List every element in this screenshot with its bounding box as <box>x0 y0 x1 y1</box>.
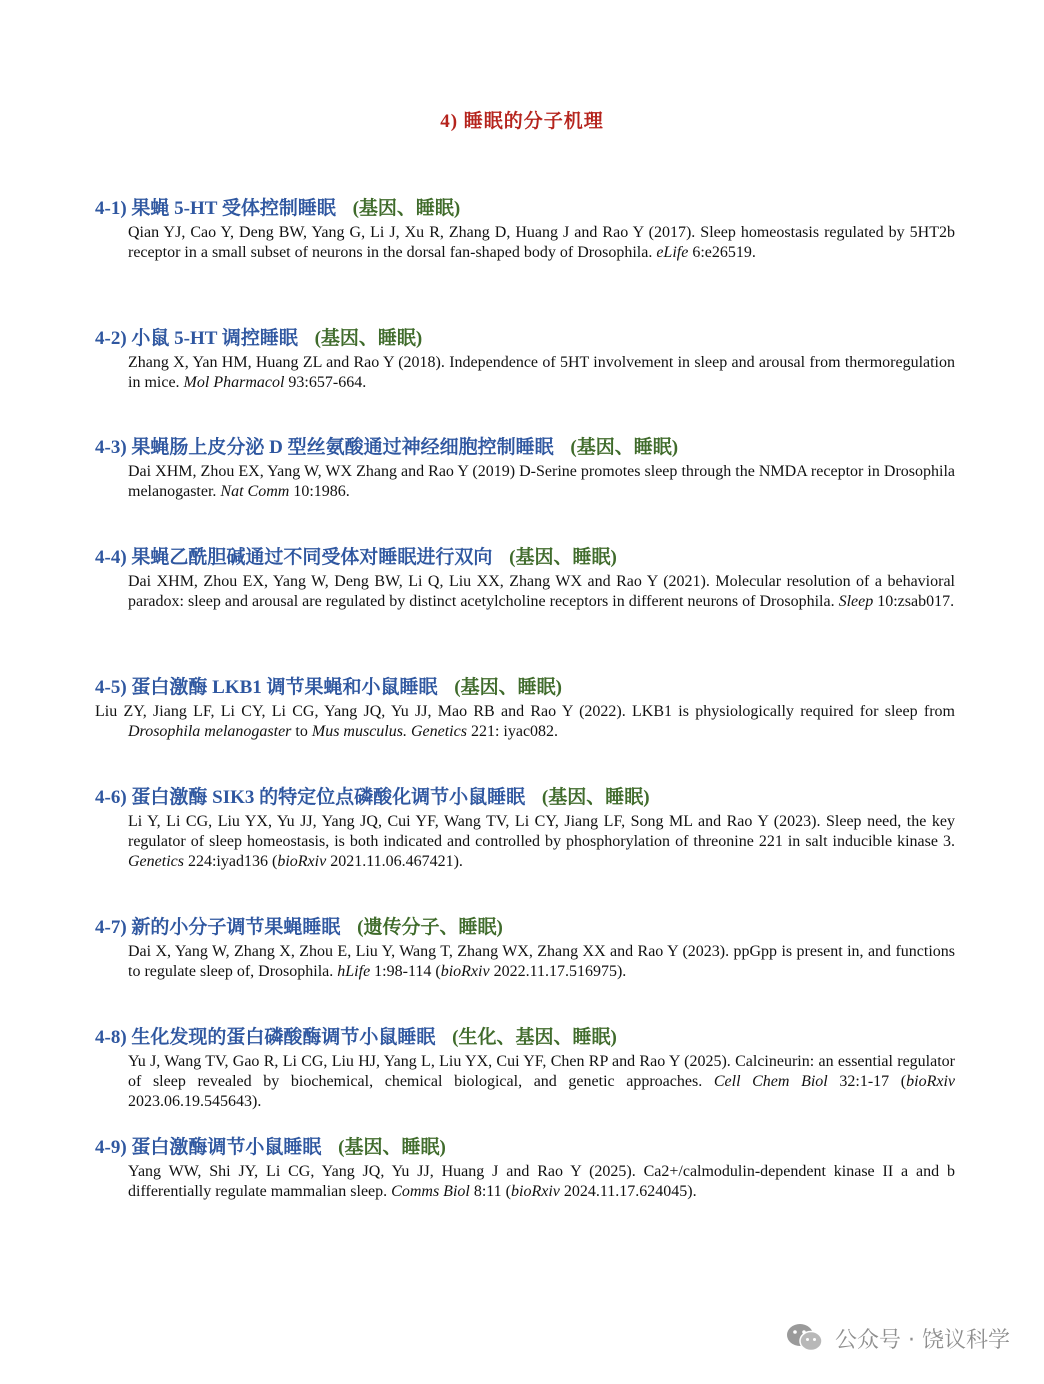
journal-name: Genetics <box>128 853 184 870</box>
entry-title: 小鼠 5-HT 调控睡眠 <box>131 328 298 349</box>
journal-name: Sleep <box>838 593 874 610</box>
entry-tag: (基因、睡眠) <box>509 547 617 568</box>
citation: Li Y, Li CG, Liu YX, Yu JJ, Yang JQ, Cui YF, Wang TV, Li CY, Jiang LF, Song ML and Rao Y (2023). Sleep need, the key regulator of sleep homeostasis, is both indicated and controlled by phosphorylation of threonine 221 in salt inducible kinase 3. Genetics 224:iyad136 (bioRxiv 2021.11.06.467421). <box>128 813 955 870</box>
entry-title: 蛋白激酶 SIK3 的特定位点磷酸化调节小鼠睡眠 <box>131 787 526 808</box>
watermark-text: 公众号 · 饶议科学 <box>835 1327 1010 1353</box>
entry-title: 新的小分子调节果蝇睡眠 <box>131 917 341 938</box>
reference-entry <box>95 786 955 872</box>
journal-name: Mol Pharmacol <box>183 374 285 391</box>
citation: Zhang X, Yan HM, Huang ZL and Rao Y (2018). Independence of 5HT involvement in sleep and arousal from thermoregulation in mice. Mol Pharmacol 93:657-664. <box>128 354 955 391</box>
entry-tag: (基因、睡眠) <box>338 1137 446 1158</box>
preprint-server: bioRxiv <box>906 1073 955 1090</box>
entry-heading <box>95 1026 955 1050</box>
entry-number: 4-5) <box>95 677 127 698</box>
reference-entry <box>95 1136 955 1202</box>
entry-number: 4-8) <box>95 1027 127 1048</box>
citation: Yu J, Wang TV, Gao R, Li CG, Liu HJ, Yang L, Liu YX, Cui YF, Chen RP and Rao Y (2025). Calcineurin: an essential regulator of sleep revealed by biochemical, chemical biological, and genetic approaches. Cell Chem Biol 32:1-17 (bioRxiv 2023.06.19.545643). <box>128 1053 955 1110</box>
entry-tag: (基因、睡眠) <box>541 787 650 808</box>
journal-name: Cell Chem Biol <box>713 1073 828 1090</box>
journal-name: Comms Biol <box>391 1183 470 1200</box>
entry-heading <box>95 786 955 810</box>
entry-tag: (基因、睡眠) <box>314 328 423 349</box>
entry-number: 4-7) <box>95 917 127 938</box>
entry-heading <box>95 1136 955 1160</box>
entry-title: 蛋白激酶 LKB1 调节果蝇和小鼠睡眠 <box>131 677 438 698</box>
reference-entry <box>95 327 955 393</box>
journal-name: Mus musculus. Genetics <box>311 723 467 740</box>
citation: Dai X, Yang W, Zhang X, Zhou E, Liu Y, Wang T, Zhang WX, Zhang XX and Rao Y (2023). ppGpp is present in, and functions to regulate sleep of, Drosophila. hLife 1:98-114 (bioRxiv 2022.11.17.516975). <box>128 943 955 980</box>
citation: Liu ZY, Jiang LF, Li CY, Li CG, Yang JQ, Yu JJ, Mao RB and Rao Y (2022). LKB1 is physiologically required for sleep from Drosophila melanogaster to Mus musculus. Genetics 221: iyac082. <box>95 703 955 740</box>
entry-number: 4-6) <box>95 787 127 808</box>
preprint-server: bioRxiv <box>440 963 490 980</box>
entry-number: 4-9) <box>95 1137 127 1158</box>
entry-title: 生化发现的蛋白磷酸酶调节小鼠睡眠 <box>131 1027 436 1048</box>
entry-number: 4-3) <box>95 437 127 458</box>
preprint-server: bioRxiv <box>277 853 327 870</box>
watermark <box>785 1322 1010 1354</box>
entry-heading <box>95 676 955 700</box>
journal-name: Nat Comm <box>220 483 290 500</box>
entry-heading <box>95 916 955 940</box>
entry-tag: (基因、睡眠) <box>570 437 679 458</box>
wechat-icon <box>785 1322 825 1354</box>
reference-entry <box>95 197 955 263</box>
reference-entry <box>95 916 955 982</box>
entry-title: 蛋白激酶调节小鼠睡眠 <box>131 1137 322 1158</box>
reference-entry <box>95 676 955 742</box>
entry-heading <box>95 327 955 351</box>
entry-title: 果蝇 5-HT 受体控制睡眠 <box>131 198 336 219</box>
citation: Dai XHM, Zhou EX, Yang W, Deng BW, Li Q, Liu XX, Zhang WX and Rao Y (2021). Molecular resolution of a behavioral paradox: sleep and arousal are regulated by distinct acetylcholine receptors in different neurons of Drosophila. Sleep 10:zsab017. <box>128 573 955 610</box>
entry-title: 果蝇乙酰胆碱通过不同受体对睡眠进行双向 <box>131 547 493 568</box>
entry-number: 4-4) <box>95 547 127 568</box>
entry-number: 4-1) <box>95 198 127 219</box>
entry-title: 果蝇肠上皮分泌 D 型丝氨酸通过神经细胞控制睡眠 <box>131 437 554 458</box>
entry-heading <box>95 436 955 460</box>
citation: Dai XHM, Zhou EX, Yang W, WX Zhang and Rao Y (2019) D-Serine promotes sleep through the NMDA receptor in Drosophila melanogaster. Nat Comm 10:1986. <box>128 463 955 500</box>
species-name: Drosophila melanogaster <box>128 723 292 740</box>
journal-name: eLife <box>656 244 689 261</box>
preprint-server: bioRxiv <box>511 1183 560 1200</box>
entry-heading <box>95 546 955 570</box>
entry-tag: (基因、睡眠) <box>454 677 562 698</box>
entry-heading <box>95 197 955 221</box>
entry-tag: (生化、基因、睡眠) <box>452 1027 617 1048</box>
entry-tag: (基因、睡眠) <box>352 198 461 219</box>
entry-number: 4-2) <box>95 328 127 349</box>
reference-entry <box>95 436 955 502</box>
journal-name: hLife <box>337 963 371 980</box>
citation: Yang WW, Shi JY, Li CG, Yang JQ, Yu JJ, Huang J and Rao Y (2025). Ca2+/calmodulin-dependent kinase II a and b differentially regulate mammalian sleep. Comms Biol 8:11 (bioRxiv 2024.11.17.624045). <box>128 1163 955 1200</box>
entry-tag: (遗传分子、睡眠) <box>357 917 503 938</box>
reference-entry <box>95 546 955 612</box>
citation: Qian YJ, Cao Y, Deng BW, Yang G, Li J, Xu R, Zhang D, Huang J and Rao Y (2017). Sleep homeostasis regulated by 5HT2b receptor in a small subset of neurons in the dorsal fan-shaped body of Drosophila. eLife 6:e26519. <box>128 224 955 261</box>
section-title: 4) 睡眠的分子机理 <box>440 111 604 132</box>
reference-entry <box>95 1026 955 1112</box>
